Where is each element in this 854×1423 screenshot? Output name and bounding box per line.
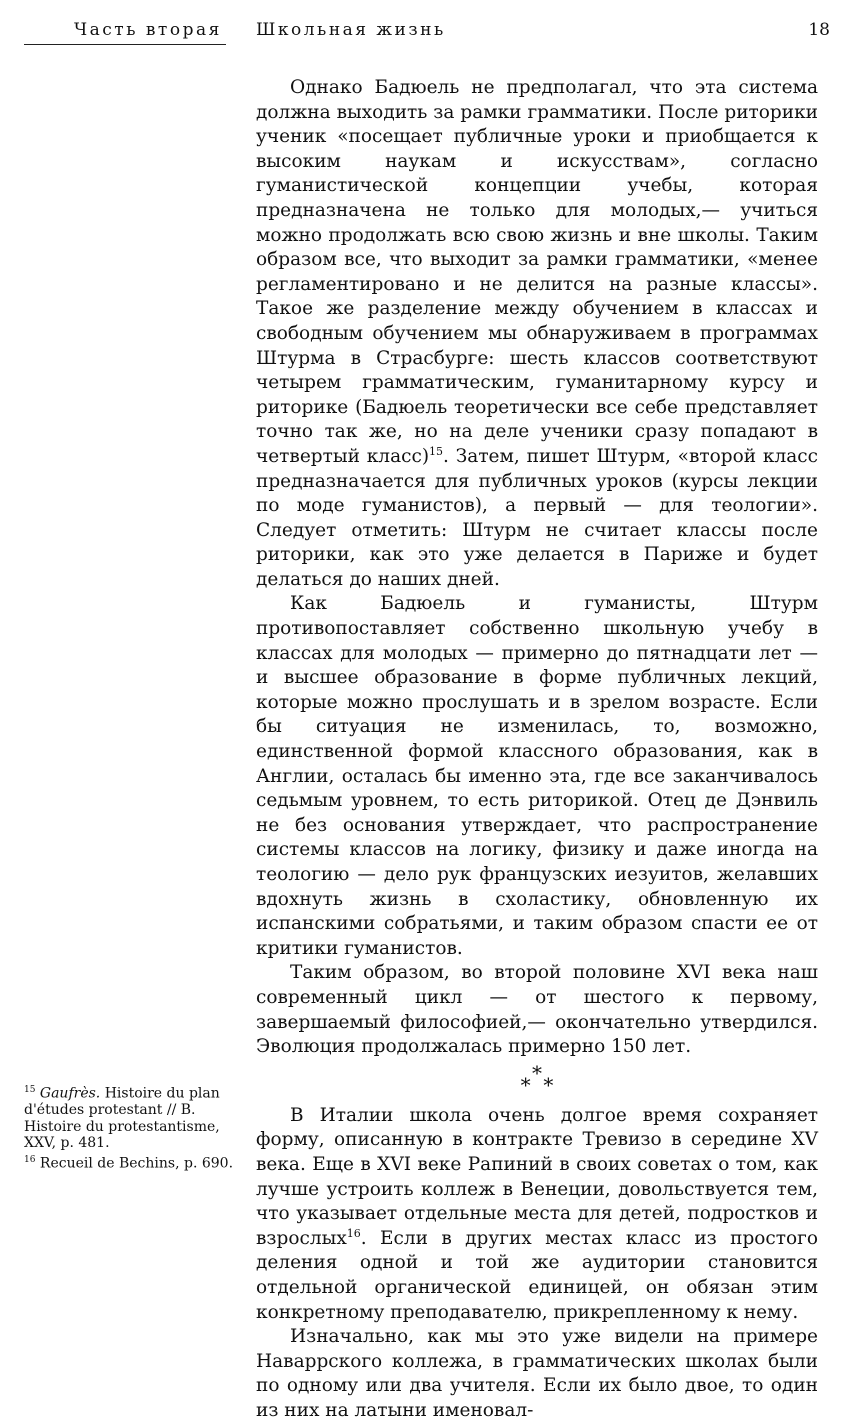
paragraph-text: Однако Бадюель не предполагал, что эта система должна выходить за рамки грамматики. После риторики ученик «посещает публичные уроки и приобщается к высоким наукам и искусствам», согласно гуманистической концепции учебы, которая предназначена не только для молодых,— учиться можно продолжать всю свою жизнь и вне школы. Таким образом все, что выходит за рамки грамматики, «менее регламентировано и не делится на разные классы». Такое же разделение между обучением в классах и свободным обучением мы обнаруживаем в программах Штурма в Страсбурге: шесть классов соответствуют четырем грамматическим, гуманитарному курсу и риторике (Бадюель теоретически все себе представляет точно так же, но на деле ученики сразу попадают в четвертый класс)	[256, 77, 818, 467]
running-header-chapter: Школьная жизнь	[256, 20, 446, 40]
main-text	[256, 76, 818, 1423]
footnotes	[24, 1082, 234, 1172]
separator-star: *	[543, 1072, 554, 1097]
separator-star: *	[532, 1060, 542, 1085]
paragraph-text: . Если в других местах класс из простого деления одной и той же аудитории становится отдельной органической единицей, он обязан этим конкретному преподавателю, прикрепленному к нему.	[256, 1227, 818, 1323]
paragraph: Как Бадюель и гуманисты, Штурм противопоставляет собственно школьную учебу в классах для молодых — примерно до пятнадцати лет — и высшее образование в форме публичных лекций, которые можно прослушать и в зрелом возрасте. Если бы ситуация не изменилась, то, возможно, единственной формой классного образования, как в Англии, осталась бы именно эта, где все заканчивалось седьмым уровнем, то есть риторикой. Отец де Дэнвиль не без основания утверждает, что распространение системы классов на логику, физику и даже иногда на теологию — дело рук французских иезуитов, желавших вдохнуть жизнь в схоластику, обновленную их испанскими собратьями, и таким образом спасти ее от критики гуманистов.	[256, 593, 818, 959]
paragraph	[256, 1104, 818, 1325]
footnote-16	[24, 1152, 234, 1172]
footnote-15	[24, 1082, 234, 1152]
footnote-ref-15: 15	[429, 444, 444, 458]
header-rule	[24, 44, 226, 45]
paragraph	[256, 76, 818, 592]
paragraph-text: . Затем, пишет Штурм, «второй класс предназначается для публичных уроков (курсы лекции по моде гуманистов), а первый — для теологии». Следует отметить: Штурм не считает классы после риторики, как это уже делается в Париже и будет делаться до наших дней.	[256, 445, 819, 590]
running-header-part: Часть вторая	[74, 20, 222, 40]
paragraph-text: В Италии школа очень долгое время сохраняет форму, описанную в контракте Тревизо в середине XV века. Еще в XVI веке Рапиний в своих советах о том, как лучше устроить коллеж в Венеции, довольствуется тем, что указывает отдельные места для детей, подростков и взрослых	[256, 1104, 818, 1249]
footnote-number: 16	[24, 1154, 36, 1165]
footnote-author: Gaufrès.	[39, 1085, 101, 1102]
footnote-number: 15	[24, 1085, 36, 1095]
running-header	[24, 14, 834, 54]
paragraph: Изначально, как мы это уже видели на примере Наваррского коллежа, в грамматических школах были по одному или два учителя. Если их было двое, то один из них на латыни именовал-	[256, 1326, 818, 1421]
separator-star: *	[520, 1072, 531, 1097]
footnote-text: Recueil de Bechins, p. 690.	[35, 1155, 234, 1172]
footnote-ref-16: 16	[346, 1226, 361, 1240]
page-number: 18	[808, 20, 830, 40]
paragraph: Таким образом, во второй половине XVI века наш современный цикл — от шестого к первому, завершаемый философией,— окончательно утвердился. Эволюция продолжалась примерно 150 лет.	[256, 962, 818, 1058]
section-separator	[256, 1060, 818, 1097]
footnote-text: Histoire du plan d'études protestant // B. Histoire du protestantisme, XXV, p. 481.	[24, 1085, 220, 1152]
